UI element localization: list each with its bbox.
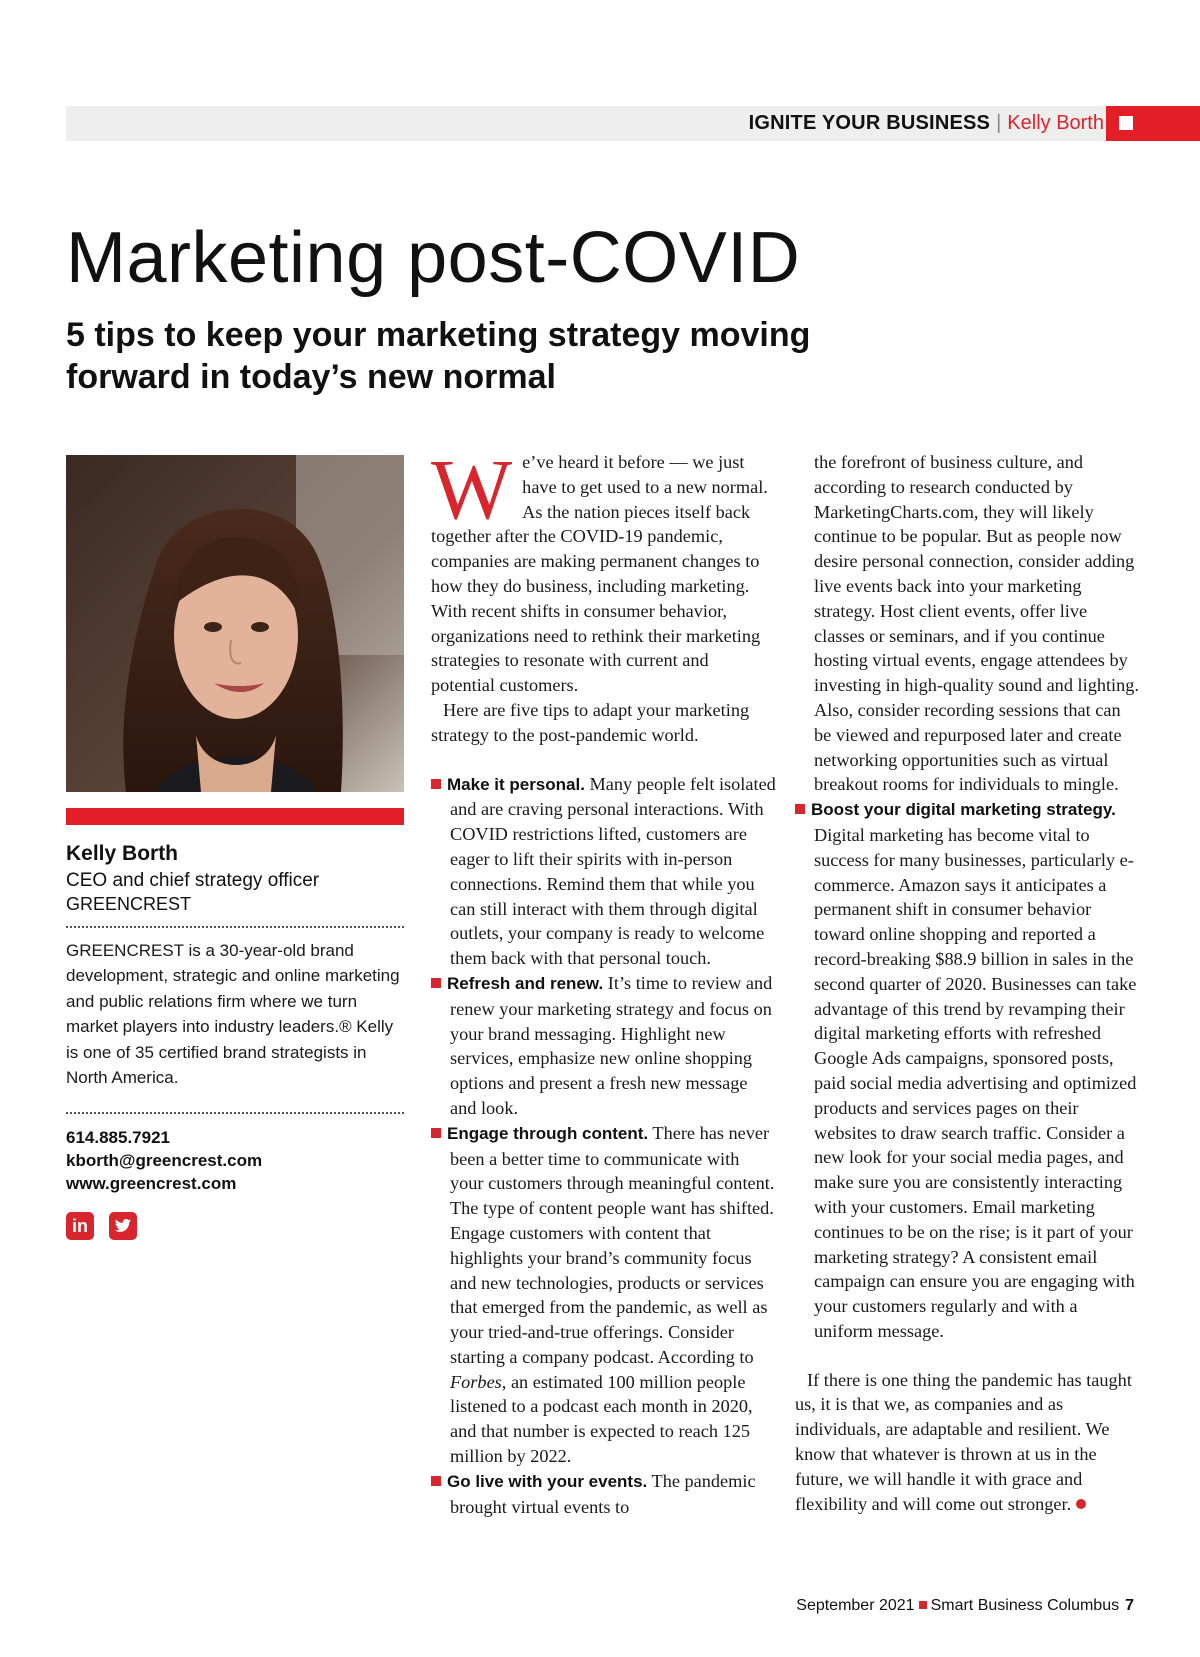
author-photo <box>66 455 404 792</box>
twitter-bird-icon <box>109 1212 137 1240</box>
square-icon <box>1119 116 1133 130</box>
author-portrait-icon <box>66 455 404 792</box>
publication-name: Forbes <box>450 1371 502 1392</box>
tip-3 <box>431 1121 776 1469</box>
header-author: Kelly Borth <box>1007 112 1104 134</box>
page-footer <box>796 1597 1134 1615</box>
tip-title: Go live with your events. <box>447 1471 648 1491</box>
article-headline: Marketing post-COVID <box>66 218 801 298</box>
issue-date: September 2021 <box>796 1597 915 1614</box>
article-column-3 <box>795 450 1140 1516</box>
closing-paragraph <box>795 1368 1140 1517</box>
tip-body: It’s time to review and renew your marketing strategy and focus on your brand messaging. Highlight new services, emphasize new online shopping options and present a fresh new message and look. <box>450 972 773 1118</box>
intro-paragraph <box>431 441 776 698</box>
tip-4-continued: the forefront of business culture, and according to research conducted by MarketingCharts.com, they will likely continue to be popular. But as people now desire personal connection, consider adding live events back into your marketing strategy. Host client events, offer live classes or seminars, and if you continue hosting virtual events, engage attendees by investing in high-quality sound and lighting. Also, consider recording sessions that can be viewed and repurposed later and create networking opportunities such as virtual breakout rooms for individuals to mingle. <box>814 452 1139 795</box>
bullet-icon <box>795 804 805 814</box>
header-separator: | <box>996 112 1002 134</box>
author-name: Kelly Borth <box>66 842 179 865</box>
author-website[interactable]: www.greencrest.com <box>66 1174 237 1193</box>
bullet-icon <box>431 978 441 988</box>
tip-title: Engage through content. <box>447 1123 649 1143</box>
photo-accent-bar <box>66 808 404 825</box>
author-company: GREENCREST <box>66 894 192 914</box>
section-header-bar <box>66 106 1200 141</box>
closing-text: If there is one thing the pandemic has taught us, it is that we, as companies and as individuals, are adaptable and resilient. We know that whatever is thrown at us in the future, we will handle it with grace and flexibility and will come out stronger. <box>795 1369 1132 1514</box>
article-subhead: 5 tips to keep your marketing strategy moving forward in today’s new normal <box>66 316 811 396</box>
section-name: IGNITE YOUR BUSINESS <box>748 112 991 134</box>
drop-cap: W <box>431 441 513 537</box>
tip-title: Refresh and renew. <box>447 973 604 993</box>
bullet-icon <box>431 1128 441 1138</box>
divider <box>66 1112 404 1114</box>
bullet-icon <box>431 779 441 789</box>
tip-body: There has never been a better time to communicate with your customers through meaningful content. The type of content people want has shifted. Engage customers with content that highlights your brand’s community focus and new technologies, products or services that emerged from the pandemic, as well as your tried-and-true offerings. Consider starting a company podcast. According to <box>450 1122 775 1367</box>
author-email[interactable]: kborth@greencrest.com <box>66 1151 263 1170</box>
header-accent-block <box>1106 106 1200 141</box>
tip-title: Make it personal. <box>447 774 585 794</box>
tip-5 <box>795 797 1140 1344</box>
tip-body: Many people felt isolated and are craving personal interactions. With COVID restrictions lifted, customers are eager to lift their spirits with in-person connections. Remind them that while you can still interact with them through digital outlets, your company is ready to welcome them back with that personal touch. <box>450 773 776 969</box>
section-header <box>749 112 1104 134</box>
tip-body: Digital marketing has become vital to success for many businesses, particularly e-commerce. Amazon says it anticipates a permanent shift in consumer behavior toward online shopping and reported a record-breaking $88.9 billion in sales in the second quarter of 2020. Businesses can take advantage of this trend by revamping their digital marketing efforts with refreshed Google Ads campaigns, sponsored posts, paid social media advertising and optimized products and services pages on their websites to draw search traffic. Consider a new look for your social media pages, and make sure you are consistently interacting with your customers. Email marketing continues to be on the rise; is it part of your marketing strategy? A consistent email campaign can ensure you are engaging with your customers regularly and with a uniform message. <box>814 824 1137 1341</box>
tip-body: The pandemic brought virtual events to <box>450 1470 756 1517</box>
tip-4 <box>431 1469 776 1520</box>
page-number: 7 <box>1125 1597 1134 1614</box>
bullet-icon <box>431 1476 441 1486</box>
article-column-2 <box>431 441 776 1519</box>
divider <box>66 926 404 928</box>
tip-body-continued: , an estimated 100 million people listened to a podcast each month in 2020, and that number is expected to reach 125 million by 2022. <box>450 1371 753 1467</box>
intro-text: e’ve heard it before — we just have to get used to a new normal. As the nation pieces itself back together after the COVID-19 pandemic, companies are making permanent changes to how they do business, including marketing. With recent shifts in consumer behavior, organizations need to rethink their marketing strategies to resonate with current and potential customers. <box>431 452 768 696</box>
author-bio: GREENCREST is a 30-year-old brand development, strategic and online marketing and public relations firm where we turn market players into industry leaders.® Kelly is one of 35 certified brand strategists in North America. <box>66 941 400 1088</box>
square-icon <box>919 1601 927 1609</box>
twitter-icon[interactable] <box>109 1212 137 1240</box>
author-phone: 614.885.7921 <box>66 1128 170 1147</box>
author-title: CEO and chief strategy officer <box>66 870 320 891</box>
tip-1 <box>431 772 776 971</box>
tip-title: Boost your digital marketing strategy. <box>811 800 1116 820</box>
publication-name: Smart Business Columbus <box>930 1597 1120 1614</box>
end-mark-icon <box>1076 1499 1086 1509</box>
linkedin-icon[interactable]: in <box>66 1212 94 1240</box>
lead-in-paragraph: Here are five tips to adapt your marketing strategy to the post-pandemic world. <box>431 699 750 745</box>
tip-2 <box>431 971 776 1121</box>
